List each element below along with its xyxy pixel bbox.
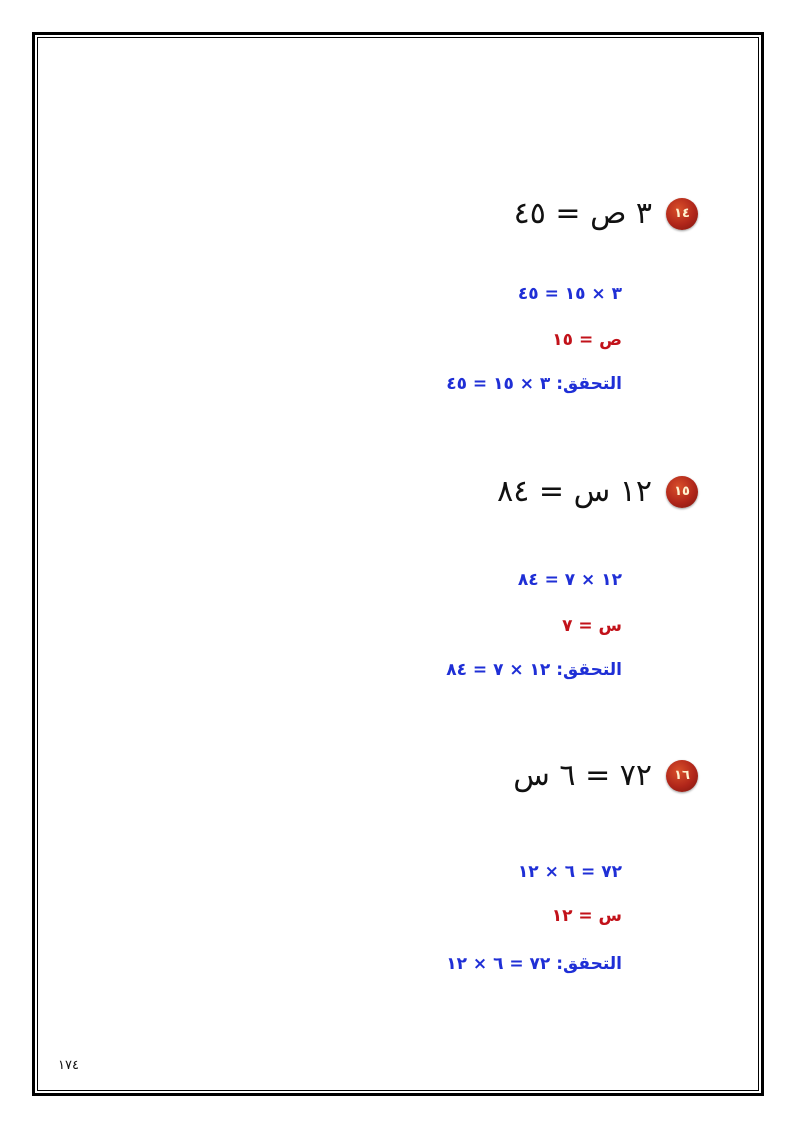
problem-16-check: التحقق: ٧٢ = ٦ × ١٢ [446,954,622,974]
problem-14-check: التحقق: ٣ × ١٥ = ٤٥ [446,374,622,394]
problem-14-heading [514,196,698,231]
problem-16-step: ٧٢ = ٦ × ١٢ [517,862,622,882]
problem-16-solution: س = ١٢ [551,906,622,926]
problem-15-step: ١٢ × ٧ = ٨٤ [517,570,622,590]
page-number: ١٧٤ [58,1058,79,1073]
problem-14-step: ٣ × ١٥ = ٤٥ [517,284,622,304]
problem-15-number-badge: ١٥ [666,476,698,508]
problem-16-heading [513,758,698,793]
problem-15-heading [497,474,698,509]
problem-15-solution: س = ٧ [562,616,622,636]
problem-14-number-badge: ١٤ [666,198,698,230]
problem-14-solution: ص = ١٥ [552,330,622,350]
problem-16-equation: ٧٢ = ٦ س [513,758,652,793]
problem-14-equation: ٣ ص = ٤٥ [513,196,652,231]
problem-16-number-badge: ١٦ [666,760,698,792]
problem-15-check: التحقق: ١٢ × ٧ = ٨٤ [446,660,622,680]
problem-15-equation: ١٢ س = ٨٤ [497,474,652,509]
